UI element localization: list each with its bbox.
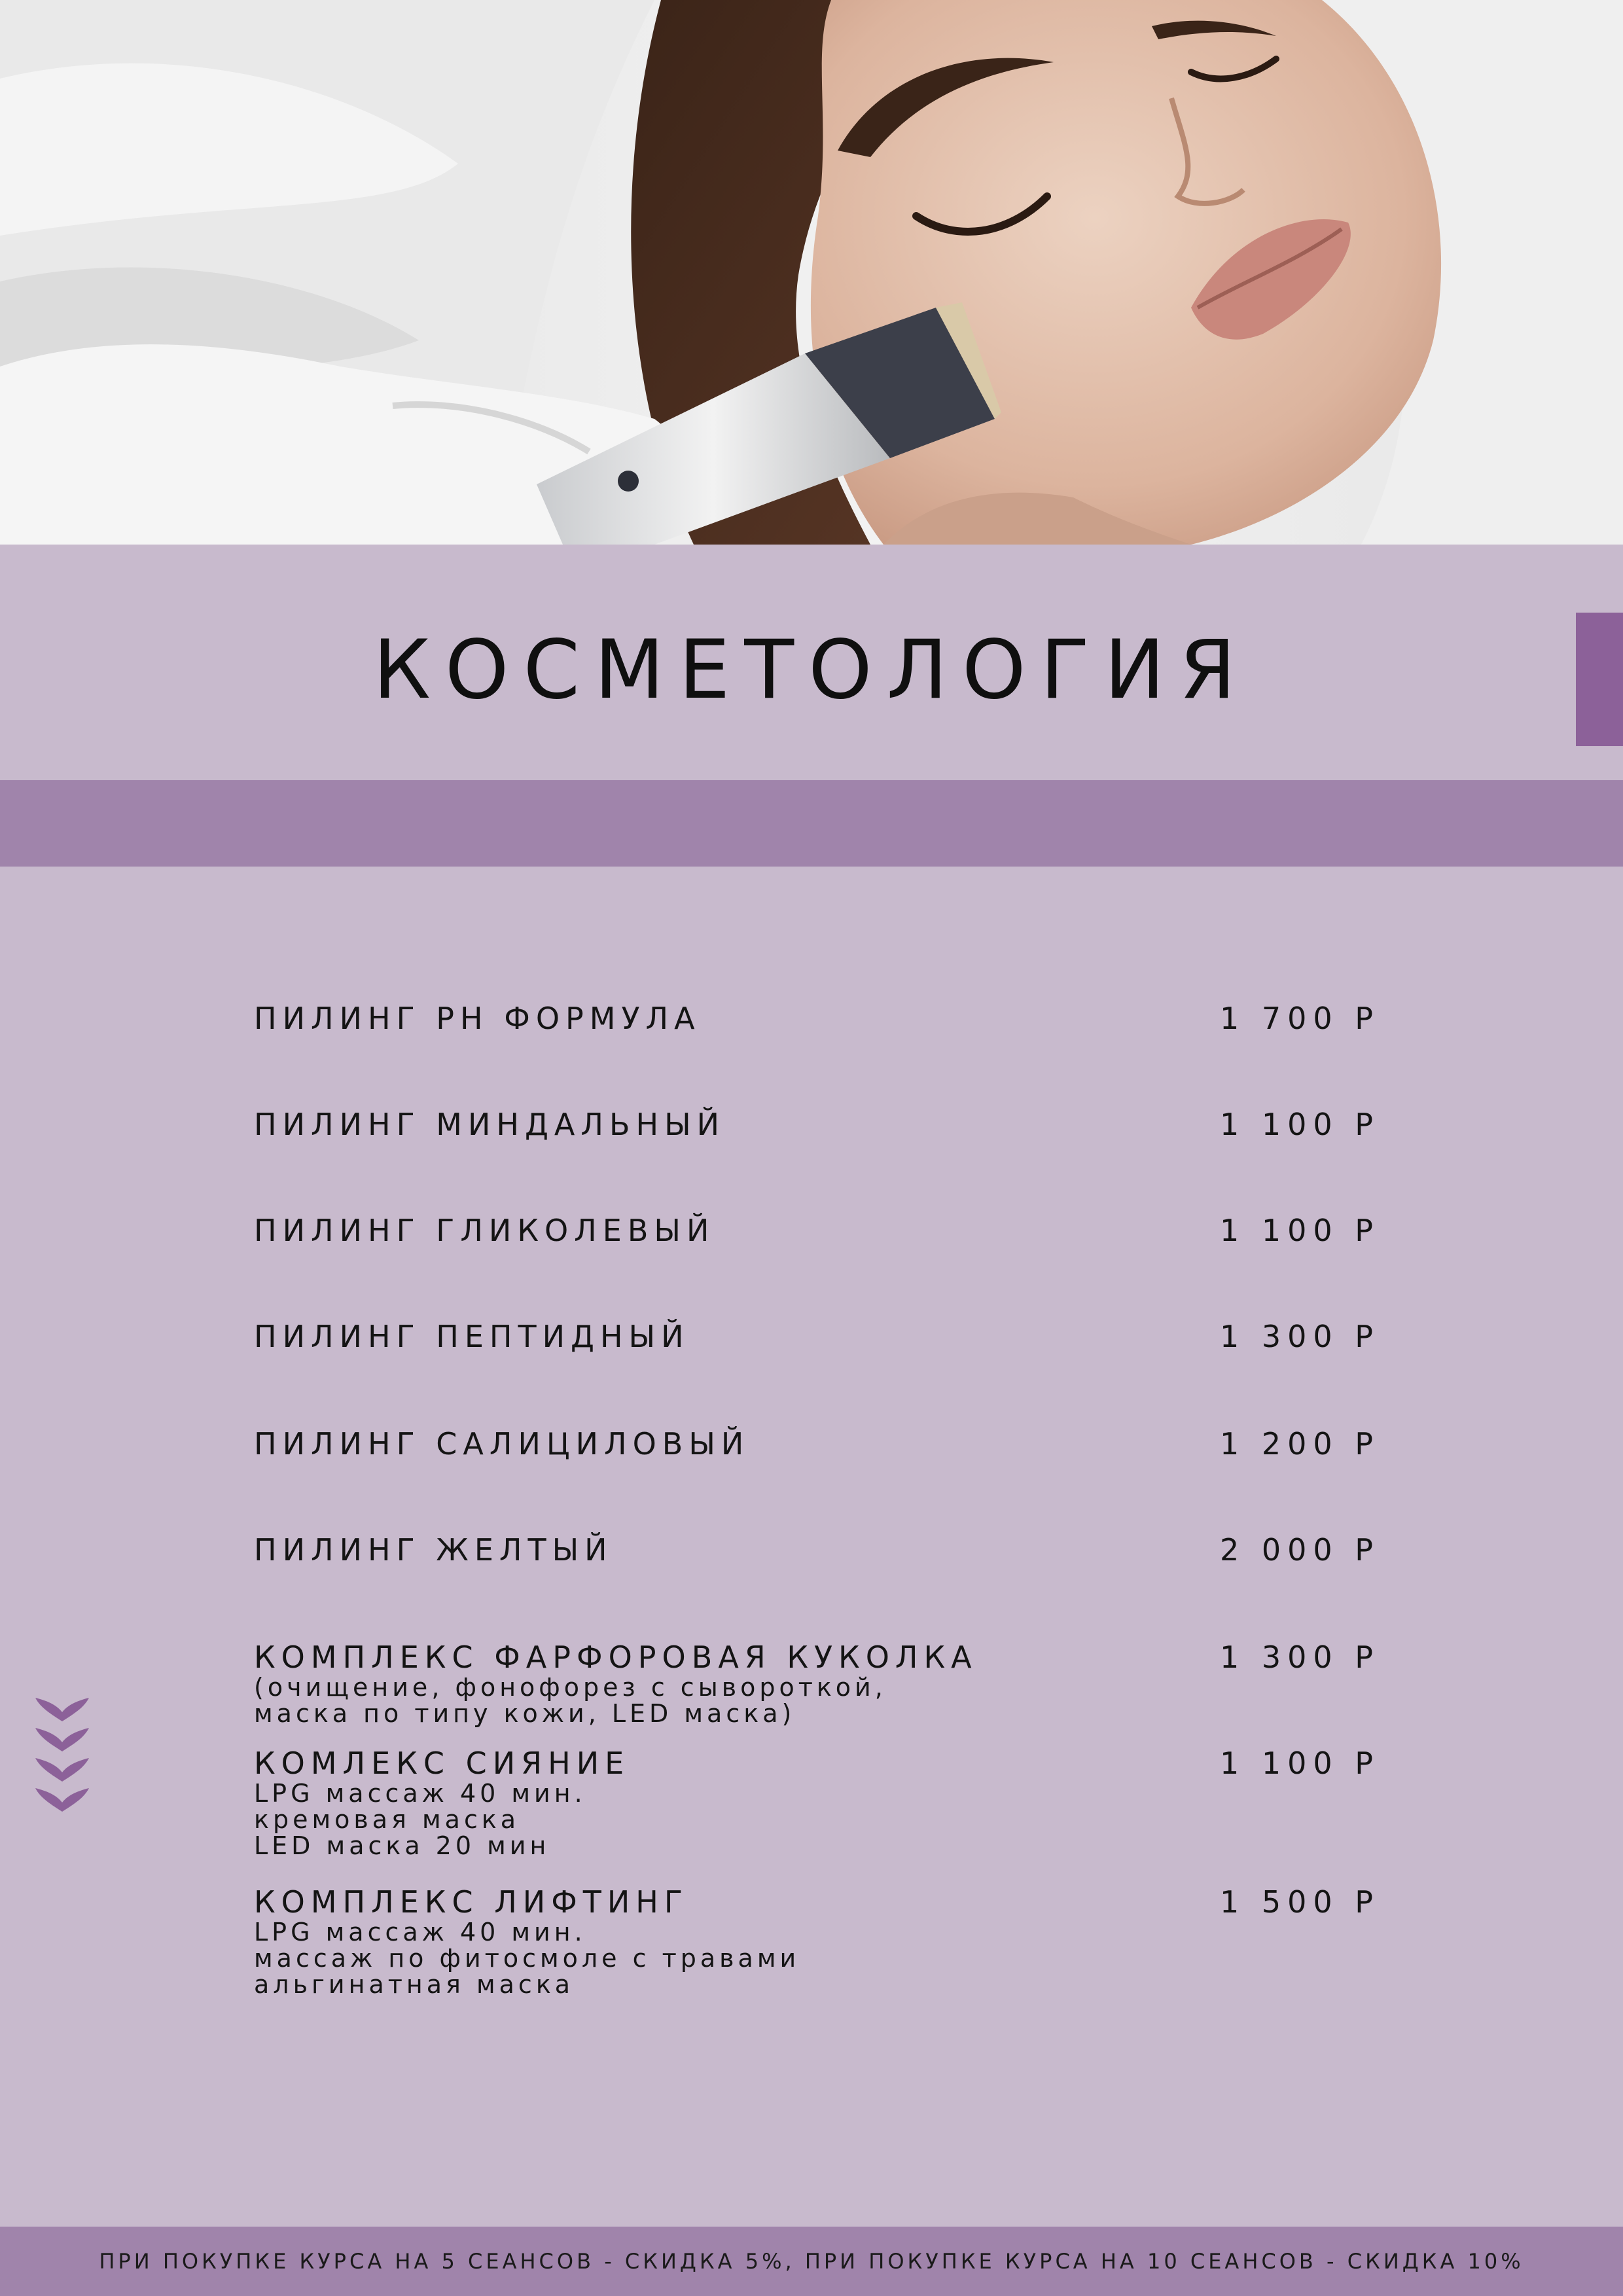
service-price: 1 100 Р [1219, 1746, 1380, 1781]
service-item [254, 1213, 1380, 1247]
leaf-ornament-icon [33, 1695, 92, 1820]
service-name: ПИЛИНГ САЛИЦИЛОВЫЙ [254, 1426, 750, 1462]
service-name: ПИЛИНГ ГЛИКОЛЕВЫЙ [254, 1213, 715, 1248]
service-price: 2 000 Р [1219, 1532, 1380, 1568]
service-detail: LED маска 20 мин [254, 1831, 550, 1860]
service-item [254, 1746, 1380, 1859]
header-photo [0, 0, 1623, 545]
service-name: КОМЛЕКС СИЯНИЕ [254, 1746, 630, 1781]
service-item [254, 1319, 1380, 1354]
side-accent-tab [1576, 613, 1623, 746]
service-price: 1 300 Р [1219, 1640, 1380, 1675]
service-detail: LPG массаж 40 мин. [254, 1918, 586, 1946]
service-item [254, 1001, 1380, 1035]
service-item [254, 1885, 1380, 1998]
service-name: ПИЛИНГ МИНДАЛЬНЫЙ [254, 1107, 726, 1142]
service-price: 1 100 Р [1219, 1107, 1380, 1142]
service-name: ПИЛИНГ ЖЕЛТЫЙ [254, 1532, 613, 1568]
service-price: 1 200 Р [1219, 1426, 1380, 1462]
footer-banner [0, 2227, 1623, 2296]
service-item [254, 1107, 1380, 1141]
discount-note: ПРИ ПОКУПКЕ КУРСА НА 5 СЕАНСОВ - СКИДКА 5%, ПРИ ПОКУПКЕ КУРСА НА 10 СЕАНСОВ - СКИДКА 10% [99, 2249, 1524, 2274]
service-detail: LPG массаж 40 мин. [254, 1779, 586, 1808]
service-detail: кремовая маска [254, 1805, 520, 1834]
service-price: 1 700 Р [1219, 1001, 1380, 1036]
service-detail: массаж по фитосмоле с травами [254, 1944, 800, 1973]
service-detail: альгинатная маска [254, 1970, 575, 1999]
service-item [254, 1427, 1380, 1461]
cosmetology-photo [0, 0, 1623, 545]
service-name: КОМПЛЕКС ФАРФОРОВАЯ КУКОЛКА [254, 1640, 978, 1675]
service-item [254, 1533, 1380, 1567]
service-price: 1 500 Р [1219, 1884, 1380, 1920]
service-name: ПИЛИНГ ПЕПТИДНЫЙ [254, 1319, 690, 1354]
service-detail: (очищение, фонофорез с сывороткой, [254, 1673, 887, 1702]
service-detail: маска по типу кожи, LED маска) [254, 1699, 796, 1728]
service-price: 1 300 Р [1219, 1319, 1380, 1354]
service-price: 1 100 Р [1219, 1213, 1380, 1248]
accent-stripe [0, 780, 1623, 867]
service-name: КОМПЛЕКС ЛИФТИНГ [254, 1884, 688, 1920]
page-title: КОСМЕТОЛОГИЯ [372, 623, 1251, 717]
service-item [254, 1640, 1380, 1727]
service-name: ПИЛИНГ PH ФОРМУЛА [254, 1001, 701, 1036]
